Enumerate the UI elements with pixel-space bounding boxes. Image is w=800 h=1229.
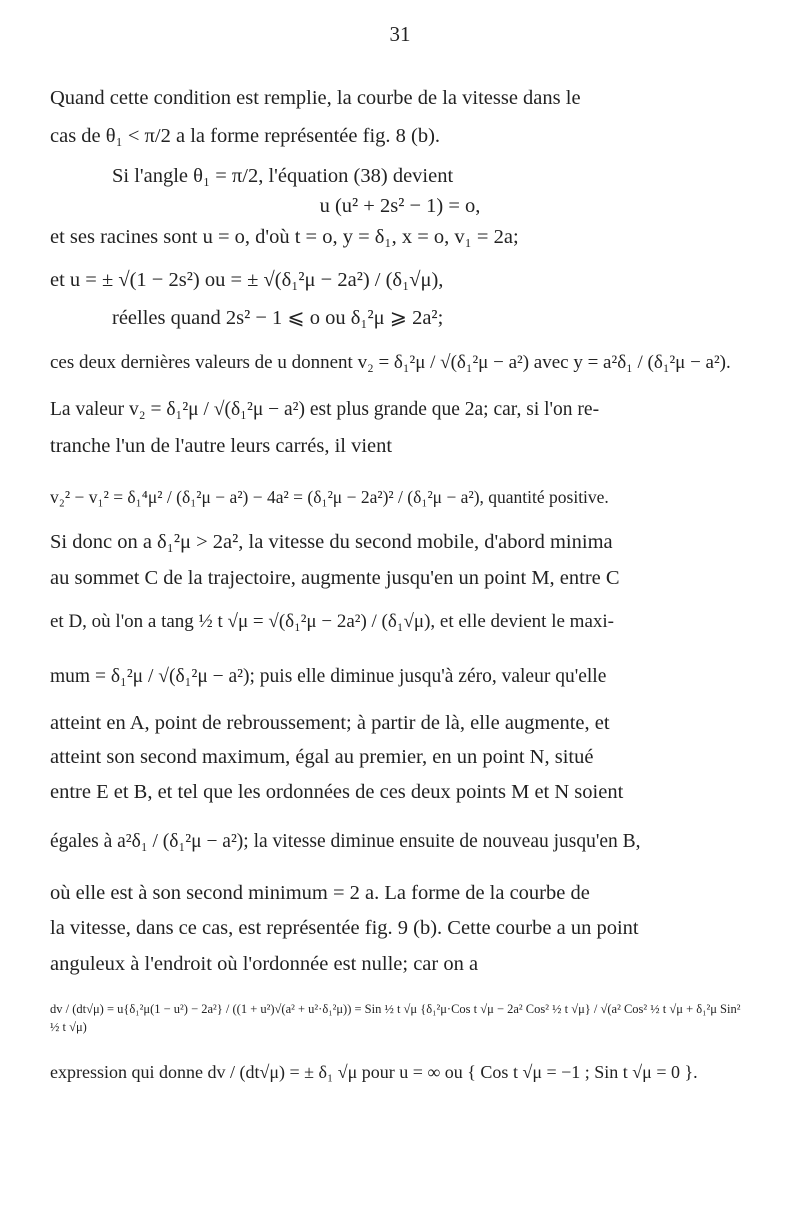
text-line: expression qui donne dv / (dt√μ) = ± δ₁ √μ pour u = ∞ ou { Cos t √μ = −1 ; Sin t √μ = 0 }. — [50, 1062, 698, 1082]
text-line: où elle est à son second minimum = 2 a. La forme de la courbe de — [50, 882, 590, 904]
text-line: Si l'angle θ₁ = π/2, l'équation (38) devient — [112, 165, 454, 187]
equation: ces deux dernières valeurs de u donnent v₂ = δ₁²μ / √(δ₁²μ − a²) avec y = a²δ₁ / (δ₁²μ − a²). — [50, 352, 731, 373]
text-line: atteint en A, point de rebroussement; à partir de là, elle augmente, et — [50, 712, 610, 734]
text-line: entre E et B, et tel que les ordonnées de ces deux points M et N soient — [50, 781, 624, 803]
text-line: et D, où l'on a tang ½ t √μ = √(δ₁²μ − 2a²) / (δ₁√μ), et elle devient le maxi- — [50, 611, 614, 632]
text-line: et ses racines sont u = o, d'où t = o, y = δ₁, x = o, v₁ = 2a; — [50, 226, 519, 248]
equation: et u = ± √(1 − 2s²) ou = ± √(δ₁²μ − 2a²) / (δ₁√μ), — [50, 269, 444, 291]
text-line: Quand cette condition est remplie, la courbe de la vitesse dans le — [50, 87, 581, 109]
text-line: la vitesse, dans ce cas, est représentée fig. 9 (b). Cette courbe a un point — [50, 917, 639, 939]
page-number: 31 — [389, 22, 411, 46]
text-line: Si donc on a δ₁²μ > 2a², la vitesse du second mobile, d'abord minima — [50, 531, 613, 553]
text-line: atteint son second maximum, égal au premier, en un point N, situé — [50, 746, 594, 768]
text-line: La valeur v₂ = δ₁²μ / √(δ₁²μ − a²) est plus grande que 2a; car, si l'on re- — [50, 399, 600, 420]
text-line: anguleux à l'endroit où l'ordonnée est nulle; car on a — [50, 953, 479, 975]
text-line: mum = δ₁²μ / √(δ₁²μ − a²); puis elle diminue jusqu'à zéro, valeur qu'elle — [50, 666, 607, 687]
equation: dv / (dt√μ) = u{δ₁²μ(1 − u²) − 2a²} / ((1 + u²)√(a² + u²·δ₁²μ)) = Sin ½ t √μ {δ₁²μ·Cos t √μ − 2a² Cos² ½ t √μ} / √(a² Cos² ½ t √μ + δ₁²μ Sin² ½ t √μ) — [50, 1002, 741, 1034]
text-line: égales à a²δ₁ / (δ₁²μ − a²); la vitesse diminue ensuite de nouveau jusqu'en B, — [50, 831, 641, 852]
text-line: tranche l'un de l'autre leurs carrés, il vient — [50, 435, 393, 457]
equation: v₂² − v₁² = δ₁⁴μ² / (δ₁²μ − a²) − 4a² = (δ₁²μ − 2a²)² / (δ₁²μ − a²), quantité positive. — [50, 487, 609, 507]
text-line: au sommet C de la trajectoire, augmente jusqu'en un point M, entre C — [50, 567, 620, 589]
equation: u (u² + 2s² − 1) = o, — [319, 195, 481, 217]
equation: réelles quand 2s² − 1 ⩽ o ou δ₁²μ ⩾ 2a²; — [112, 307, 444, 329]
text-line: cas de θ₁ < π/2 a la forme représentée fig. 8 (b). — [50, 125, 441, 147]
